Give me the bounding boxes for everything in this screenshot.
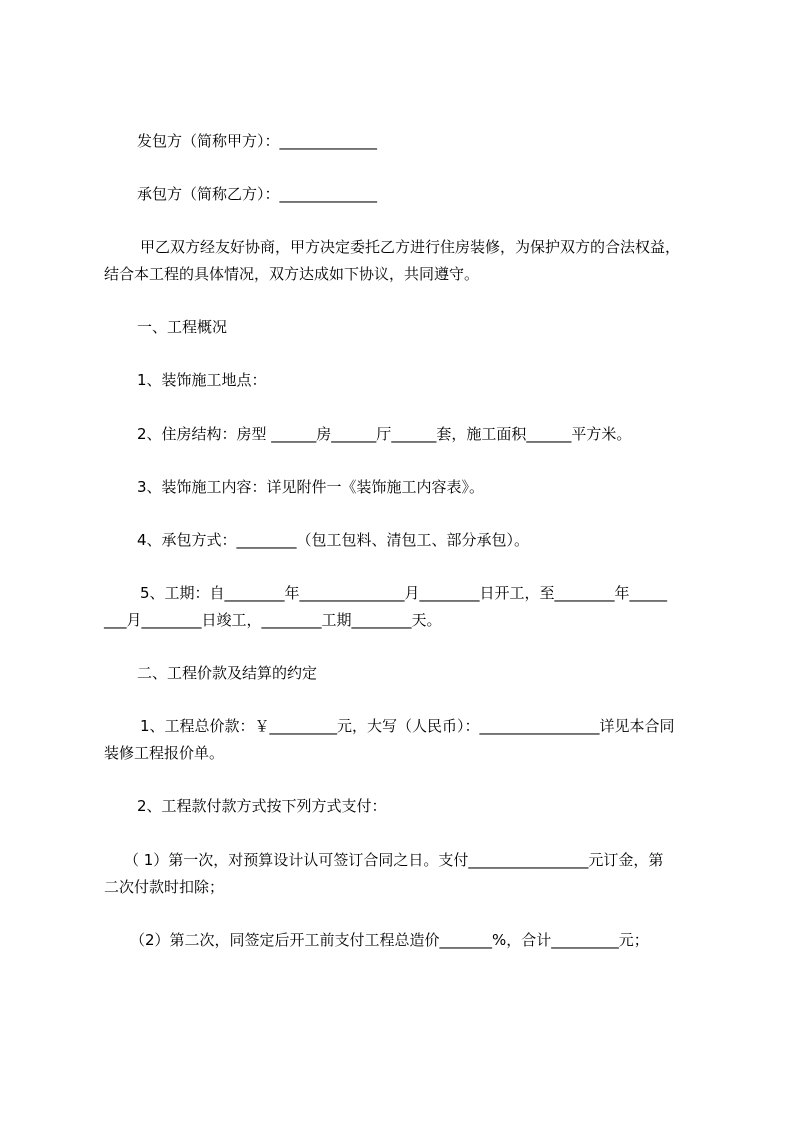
section-1-item-3: 3、装饰施工内容：详见附件一《装饰施工内容表》。: [137, 478, 485, 496]
preamble-line-2: 结合本工程的具体情况，双方达成如下协议，共同遵守。: [104, 265, 480, 283]
payment-2-line: （2）第二次，同签定后开工前支付工程总造价_______%，合计_________元；: [130, 931, 649, 949]
section-1-item-1: 1、装饰施工地点：: [137, 371, 267, 389]
party-b-line: 承包方（简称乙方）：_____________: [137, 185, 378, 203]
preamble-line-1: 甲乙双方经友好协商，甲方决定委托乙方进行住房装修，为保护双方的合法权益，: [140, 238, 681, 256]
party-a-line: 发包方（简称甲方）：_____________: [137, 132, 378, 150]
section-2-item-1-line-1: 1、工程总价款：￥_________元，大写（人民币）：________________详见本合同: [140, 717, 675, 735]
section-1-item-2: 2、住房结构：房型 ______房______厅______套，施工面积______平方米。: [137, 425, 632, 443]
section-1-item-5-line-1: 5、工期：自________年______________月________日开工，至________年_____: [140, 584, 668, 602]
section-2-heading: 二、工程价款及结算的约定: [137, 664, 318, 682]
payment-1-line-2: 二次付款时扣除；: [104, 878, 225, 896]
section-2-item-2: 2、工程款付款方式按下列方式支付：: [137, 797, 387, 815]
section-1-item-4: 4、承包方式：________（包工包料、清包工、部分承包）。: [137, 531, 530, 549]
payment-1-line-1: （ 1）第一次，对预算设计认可签订合同之日。支付________________元订金，第: [124, 851, 664, 869]
section-2-item-1-line-2: 装修工程报价单。: [104, 744, 225, 762]
section-1-item-5-line-2: ___月________日竣工，________工期________天。: [104, 611, 442, 629]
section-1-heading: 一、工程概况: [137, 318, 228, 336]
